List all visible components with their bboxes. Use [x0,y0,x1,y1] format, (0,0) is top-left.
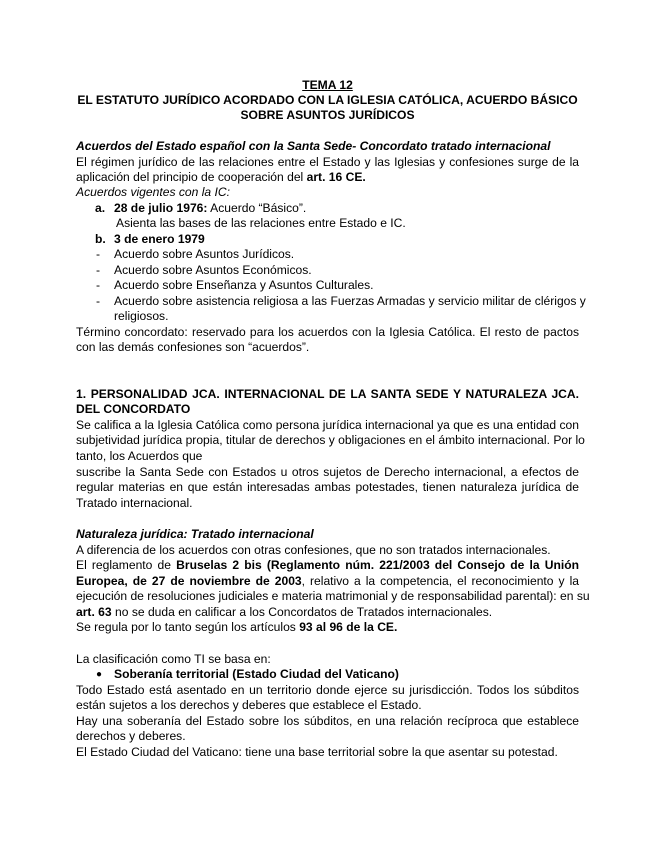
paragraph-line: tanto, los Acuerdos que [76,449,203,463]
bullet-icon: ● [96,669,103,680]
paragraph-line: El régimen jurídico de las relaciones entre el Estado y las Iglesias y confesiones surge de la [76,155,579,169]
list-marker: b. [95,232,106,246]
paragraph-line: Todo Estado está asentado en un territorio donde ejerce su jurisdicción. Todos los súbditos [76,683,579,697]
paragraph-line: La clasificación como TI se basa en: [76,652,271,666]
paragraph-line: Europea, de 27 de noviembre de 2003, relativo a la competencia, el reconocimiento y la [76,574,579,588]
list-item-a-detail: Asienta las bases de las relaciones entre Estado e IC. [116,216,406,230]
paragraph-line: El reglamento de Bruselas 2 bis (Reglamento núm. 221/2003 del Consejo de la Unión [76,558,579,572]
paragraph-line: art. 63 no se duda en calificar a los Concordatos de Tratados internacionales. [76,605,493,619]
paragraph-line: Término concordato: reservado para los acuerdos con la Iglesia Católica. El resto de pactos [76,325,579,339]
acuerdos-vigentes-label: Acuerdos vigentes con la IC: [76,185,230,199]
paragraph-line: El Estado Ciudad del Vaticano: tiene una base territorial sobre la que asentar su potestad. [76,745,558,759]
section-heading-personalidad: 1. PERSONALIDAD JCA. INTERNACIONAL DE LA SANTA SEDE Y NATURALEZA JCA. [76,387,579,401]
document-page: TEMA 12 EL ESTATUTO JURÍDICO ACORDADO CON LA IGLESIA CATÓLICA, ACUERDO BÁSICO SOBRE ASUNTOS JURÍDICOS Acuerdos del Estado español con la Santa Sede- Concordato tratado internacional El régimen jurídico de las relaciones entre el Estado y las Iglesias y confesiones surge de la aplicación del principio de cooperación del art. 16 CE. Acuerdos vigentes con la IC: a. 28 de julio 1976: Acuerdo “Básico”. Asienta las bases de las relaciones entre Estado e IC. b. 3 de enero 1979 - Acuerdo sobre Asuntos Jurídicos. - Acuerdo sobre Asuntos Económicos. - Acuerdo sobre Enseñanza y Asuntos Culturales. - Acuerdo sobre asistencia religiosa a las Fuerzas Armadas y servicio militar de clérigos y religiosos. Término concordato: reservado para los acuerdos con la Iglesia Católica. El resto de pactos con las demás confesiones son “acuerdos”. 1. PERSONALIDAD JCA. INTERNACIONAL DE LA SANTA SEDE Y NATURALEZA JCA. DEL CONCORDATO Se califica a la Iglesia Católica como persona jurídica internacional ya que es una entidad con subjetividad jurídica propia, titular de derechos y obligaciones en el ámbito internacional. Por lo tanto, los Acuerdos que suscribe la Santa Sede con Estados u otros sujetos de Derecho internacional, a efectos de regular materias en que están interesadas ambas potestades, tienen naturaleza jurídica de Tratado internacional. Naturaleza jurídica: Tratado internacional A diferencia de los acuerdos con otras confesiones, que no son tratados internacionales. El reglamento de Bruselas 2 bis (Reglamento núm. 221/2003 del Consejo de la Unión Europea, de 27 de noviembre de 2003, relativo a la competencia, el reconocimiento y la ejecución de resoluciones judiciales e materia matrimonial y de responsabilidad parental): en su art. 63 no se duda en calificar a los Concordatos de Tratados internacionales. Se regula por lo tanto según los artículos 93 al 96 de la CE. La clasificación como TI se basa en: ● Soberanía territorial (Estado Ciudad del Vaticano) Todo Estado está asentado en un territorio donde ejerce su jurisdicción. Todos los súbditos están sujetos a los derechos y deberes que establece el Estado. Hay una soberanía del Estado sobre los súbditos, en una relación recíproca que establece derechos y deberes. El Estado Ciudad del Vaticano: tiene una base territorial sobre la que asentar su potestad. [0,0,655,848]
paragraph-line: con las demás confesiones son “acuerdos”. [76,340,310,354]
paragraph-line: Hay una soberanía del Estado sobre los súbditos, en una relación recíproca que establece [76,714,579,728]
paragraph-line: derechos y deberes. [76,729,186,743]
paragraph-line: están sujetos a los derechos y deberes que establece el Estado. [76,698,422,712]
paragraph-line: suscribe la Santa Sede con Estados u otros sujetos de Derecho internacional, a efectos de [76,465,579,479]
paragraph-line: aplicación del principio de cooperación del art. 16 CE. [76,170,366,184]
paragraph-line: Se regula por lo tanto según los artículos 93 al 96 de la CE. [76,620,398,634]
section-heading-acuerdos: Acuerdos del Estado español con la Santa Sede- Concordato tratado internacional [76,139,551,153]
paragraph-line: Se califica a la Iglesia Católica como persona jurídica internacional ya que es una entidad con [76,418,579,432]
paragraph-line: subjetividad jurídica propia, titular de derechos y obligaciones en el ámbito internacional. Por lo [76,433,585,447]
paragraph-line: Tratado internacional. [76,496,193,510]
section-heading-personalidad-cont: DEL CONCORDATO [76,402,191,416]
tema-number: TEMA 12 [302,78,353,92]
paragraph-line: regular materias en que están interesadas ambas potestades, tienen naturaleza jurídica de [76,480,579,494]
document-title-line1: EL ESTATUTO JURÍDICO ACORDADO CON LA IGLESIA CATÓLICA, ACUERDO BÁSICO [77,93,578,107]
list-marker: a. [95,201,106,215]
dash-list-item-continuation: religiosos. [114,309,169,323]
paragraph-line: A diferencia de los acuerdos con otras confesiones, que no son tratados internacionales. [76,543,551,557]
document-title-line2: SOBRE ASUNTOS JURÍDICOS [240,108,415,122]
section-heading-naturaleza: Naturaleza jurídica: Tratado internacional [76,527,314,541]
paragraph-line: ejecución de resoluciones judiciales e materia matrimonial y de responsabilidad parental): en su [76,589,590,603]
